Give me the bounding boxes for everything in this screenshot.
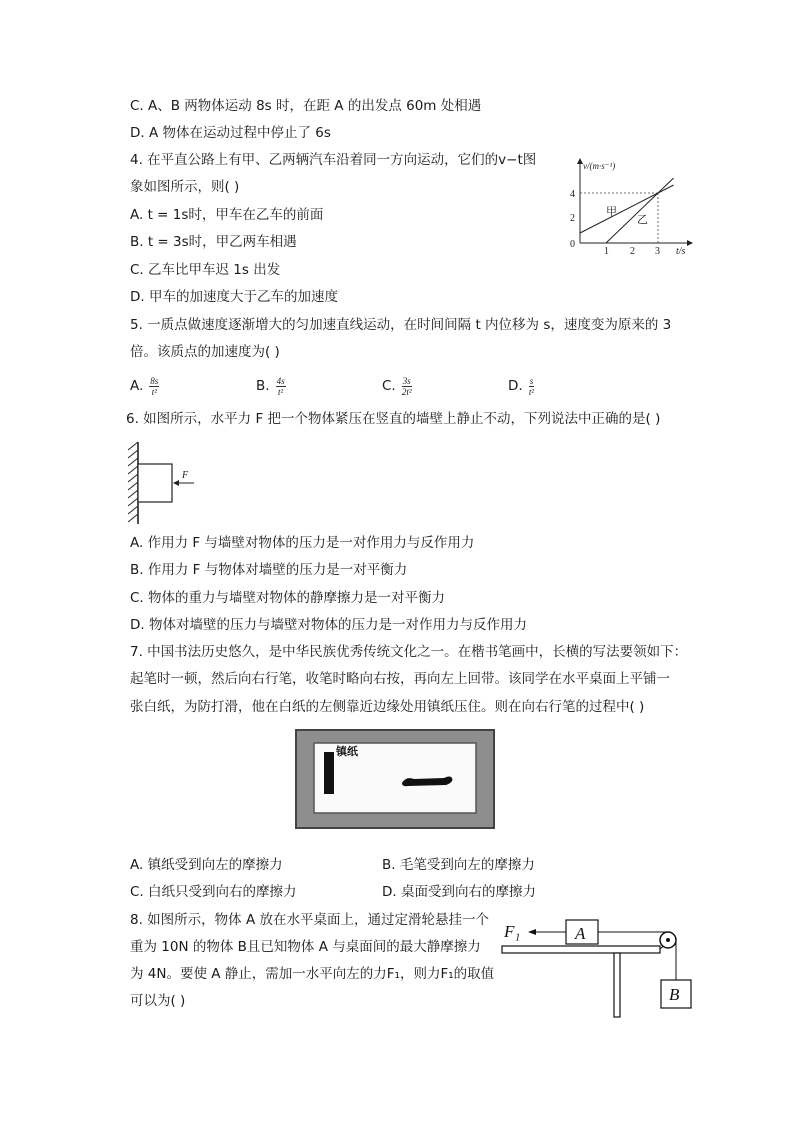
q7-option-c: C. 白纸只受到向右的摩擦力 bbox=[130, 884, 297, 900]
q7-calligraphy-figure bbox=[294, 728, 496, 830]
q5-option-a bbox=[130, 372, 159, 400]
wall-hatching bbox=[128, 442, 138, 522]
q7-option-b: B. 毛笔受到向左的摩擦力 bbox=[382, 857, 535, 873]
q5-option-b-num: 4s bbox=[276, 375, 285, 386]
q5-option-b-fraction bbox=[276, 376, 286, 397]
vt-graph bbox=[560, 155, 700, 260]
q5-option-a-fraction bbox=[149, 376, 159, 397]
q5-option-b-label: B. bbox=[256, 378, 270, 394]
q5-stem-line2: 倍。该质点的加速度为( ) bbox=[130, 344, 280, 360]
x-tick-3: 3 bbox=[655, 246, 660, 257]
q5-option-c bbox=[382, 372, 412, 400]
q6-option-b: B. 作用力 F 与物体对墙壁的压力是一对平衡力 bbox=[130, 562, 408, 578]
q4-stem-line2: 象如图所示，则( ) bbox=[130, 179, 240, 195]
x-tick-1: 1 bbox=[604, 246, 609, 257]
paperweight-label: 镇纸 bbox=[336, 746, 358, 758]
x-axis-label: t/s bbox=[676, 246, 686, 257]
q4-option-a: A. t = 1s时，甲车在乙车的前面 bbox=[130, 207, 324, 223]
y-tick-4: 4 bbox=[570, 189, 575, 200]
q6-stem: 6. 如图所示，水平力 F 把一个物体紧压在竖直的墙壁上静止不动，下列说法中正确的是( ) bbox=[126, 411, 661, 427]
q7-stem-line3: 张白纸，为防打滑，他在白纸的左侧靠近边缘处用镇纸压住。则在向右行笔的过程中( ) bbox=[130, 699, 645, 715]
pulley-axle bbox=[666, 938, 670, 942]
y-axis-label: v/(m·s⁻¹) bbox=[583, 161, 616, 171]
force-f1-label: F₁ bbox=[504, 922, 521, 941]
q5-option-b-den: t² bbox=[277, 386, 284, 397]
table-leg bbox=[614, 953, 620, 1017]
q5-stem-line1: 5. 一质点做速度逐渐增大的匀加速直线运动，在时间间隔 t 内位移为 s，速度变为原来的 3 bbox=[130, 317, 672, 333]
q8-pulley-figure bbox=[500, 912, 700, 1020]
q4-stem-line1: 4. 在平直公路上有甲、乙两辆汽车沿着同一方向运动，它们的v−t图 bbox=[130, 152, 537, 168]
q5-option-c-fraction bbox=[402, 376, 412, 397]
q5-option-d-num: s bbox=[529, 375, 534, 386]
q5-option-d-den: t² bbox=[528, 386, 535, 397]
q5-option-a-num: 8s bbox=[150, 375, 159, 386]
tabletop bbox=[502, 946, 660, 953]
q5-option-c-label: C. bbox=[382, 378, 396, 394]
q4-option-c: C. 乙车比甲车迟 1s 出发 bbox=[130, 262, 281, 278]
q7-option-d: D. 桌面受到向右的摩擦力 bbox=[382, 884, 536, 900]
series-line-jia bbox=[580, 185, 674, 233]
q5-option-d-fraction bbox=[529, 376, 535, 397]
block-a-label: A bbox=[575, 924, 586, 943]
q6-option-d: D. 物体对墙壁的压力与墙壁对物体的压力是一对作用力与反作用力 bbox=[130, 617, 527, 633]
q5-option-d-label: D. bbox=[508, 378, 523, 394]
q7-stem-line1: 7. 中国书法历史悠久，是中华民族优秀传统文化之一。在楷书笔画中，长横的写法要领如下： bbox=[130, 644, 688, 660]
x-tick-2: 2 bbox=[630, 246, 635, 257]
q7-option-a: A. 镇纸受到向左的摩擦力 bbox=[130, 857, 283, 873]
q6-option-c: C. 物体的重力与墙壁对物体的静摩擦力是一对平衡力 bbox=[130, 590, 446, 606]
series-label-yi: 乙 bbox=[637, 214, 648, 226]
q3-option-d: D. A 物体在运动过程中停止了 6s bbox=[130, 125, 331, 141]
q8-stem-line1: 8. 如图所示，物体 A 放在水平桌面上，通过定滑轮悬挂一个 bbox=[130, 912, 489, 928]
series-label-jia: 甲 bbox=[606, 206, 617, 218]
q5-option-c-den: 2t² bbox=[401, 386, 412, 397]
q8-stem-line3: 为 4N。要使 A 静止，需加一水平向左的力F₁，则力F₁的取值 bbox=[130, 966, 495, 982]
pressed-block bbox=[138, 464, 172, 502]
q5-option-d bbox=[508, 372, 534, 400]
q6-option-a: A. 作用力 F 与墙壁对物体的压力是一对作用力与反作用力 bbox=[130, 535, 475, 551]
q8-stem-line4: 可以为( ) bbox=[130, 993, 186, 1009]
q4-option-b: B. t = 3s时，甲乙两车相遇 bbox=[130, 234, 297, 250]
q8-stem-line2: 重为 10N 的物体 B且已知物体 A 与桌面间的最大静摩擦力 bbox=[130, 939, 481, 955]
paperweight bbox=[324, 752, 334, 794]
force-f-label: F bbox=[182, 470, 189, 481]
q4-option-d: D. 甲车的加速度大于乙车的加速度 bbox=[130, 289, 338, 305]
q5-option-a-label: A. bbox=[130, 378, 144, 394]
origin-label: 0 bbox=[570, 239, 575, 250]
q7-stem-line2: 起笔时一顿，然后向右行笔，收笔时略向右按，再向左上回带。该同学在水平桌面上平铺一 bbox=[130, 671, 670, 687]
y-tick-2: 2 bbox=[570, 213, 575, 224]
q5-option-b bbox=[256, 372, 286, 400]
block-b-label: B bbox=[669, 985, 680, 1004]
q5-option-c-num: 3s bbox=[402, 375, 411, 386]
q5-option-a-den: t² bbox=[151, 386, 157, 397]
q3-option-c: C. A、B 两物体运动 8s 时，在距 A 的出发点 60m 处相遇 bbox=[130, 98, 482, 114]
q6-wall-block-figure bbox=[124, 440, 204, 526]
